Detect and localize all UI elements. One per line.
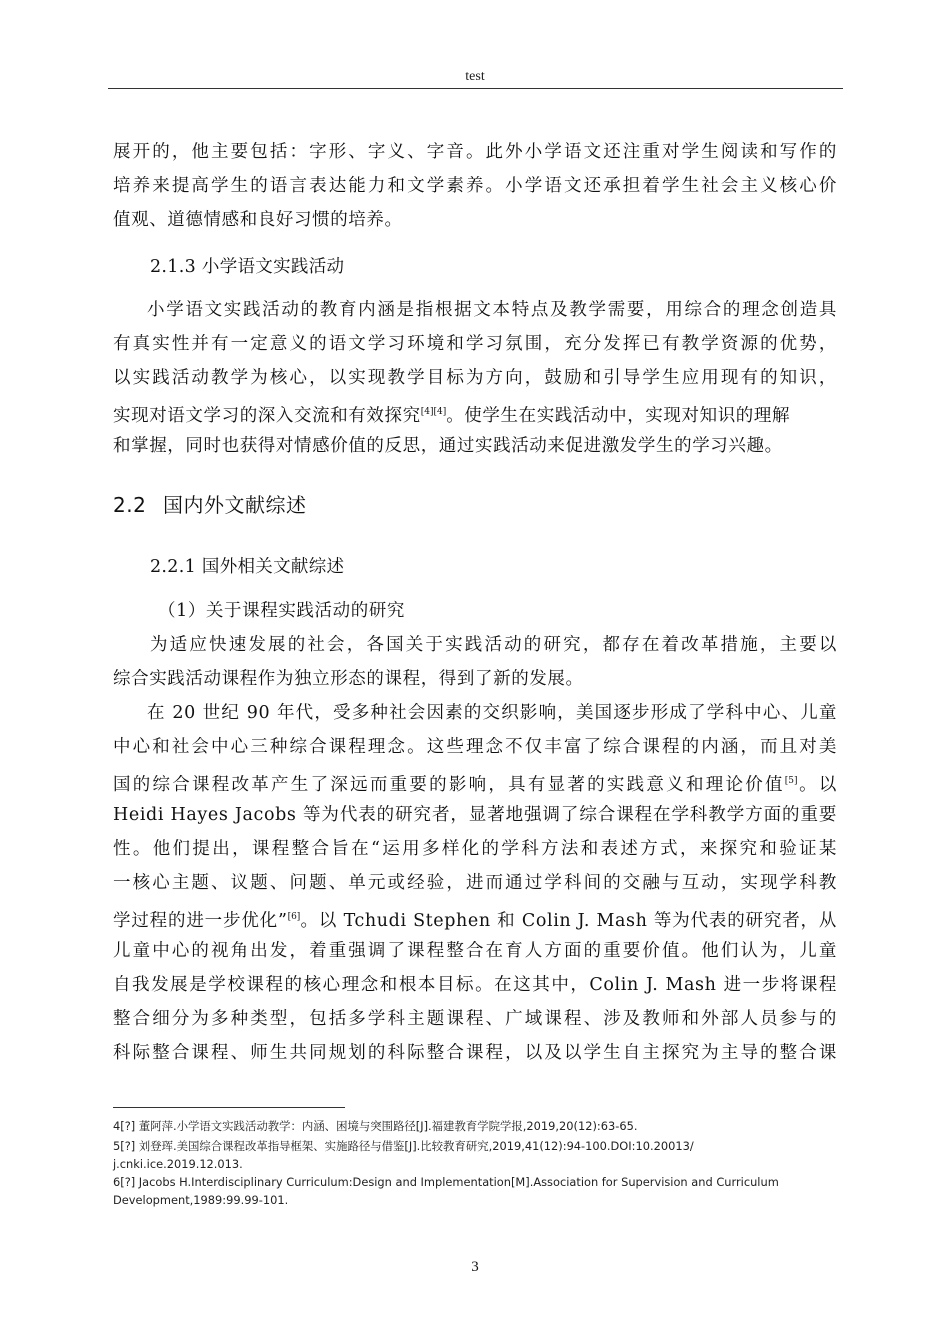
body-line: 科际整合课程、师生共同规划的科际整合课程，以及以学生自主探究为主导的整合课 [113,1043,837,1063]
footnote-item: Development,1989:99.99-101. [113,1193,289,1207]
body-text: 。使学生在实践活动中，实现对知识的理解 [446,406,791,426]
body-line: 在 20 世纪 90 年代，受多种社会因素的交织影响，美国逐步形成了学科中心、儿童 [147,703,837,723]
section-heading-2-2 [113,492,307,518]
body-line: 值观、道德情感和良好习惯的培养。 [113,210,403,230]
body-line: 小学语文实践活动的教育内涵是指根据文本特点及教学需要，用综合的理念创造具 [147,300,837,320]
citation-marker[interactable]: [6] [287,912,301,922]
section-number: 2.2 [113,493,147,517]
page-header-title: test [465,69,485,84]
body-line: 和掌握，同时也获得对情感价值的反思，通过实践活动来促进激发学生的学习兴趣。 [113,436,783,456]
subsection-heading-2-1-3: 2.1.3 小学语文实践活动 [150,257,345,277]
body-line: 一核心主题、议题、问题、单元或经验，进而通过学科间的交融与互动，实现学科教 [113,873,837,893]
body-line: 有真实性并有一定意义的语文学习环境和学习氛围，充分发挥已有教学资源的优势， [113,334,837,354]
header-rule [108,88,843,89]
body-line: 性。他们提出，课程整合旨在“运用多样化的学科方法和表述方式，来探究和验证某 [113,839,837,859]
footnote-item: j.cnki.ice.2019.12.013. [113,1157,243,1171]
body-text: 。以 [797,775,837,795]
body-text: 实现对语文学习的深入交流和有效探究 [113,406,421,426]
footnote-separator [113,1107,345,1108]
body-line: 培养来提高学生的语言表达能力和文学素养。小学语文还承担着学生社会主义核心价 [113,176,837,196]
body-line: 综合实践活动课程作为独立形态的课程，得到了新的发展。 [113,669,584,689]
footnote-item: 6[?] Jacobs H.Interdisciplinary Curriculum:Design and Implementation[M].Association for Supervision and Curriculum [113,1175,779,1189]
page-number: 3 [471,1259,479,1275]
body-line: 整合细分为多种类型，包括多学科主题课程、广域课程、涉及教师和外部人员参与的 [113,1009,837,1029]
body-line: 为适应快速发展的社会，各国关于实践活动的研究，都存在着改革措施，主要以 [150,635,837,655]
body-text: 国的综合课程改革产生了深远而重要的影响，具有显著的实践意义和理论价值 [113,775,785,795]
body-text: 学过程的进一步优化” [113,911,288,931]
footnote-item: 4[?] 董阿萍.小学语文实践活动教学：内涵、困境与突围路径[J].福建教育学院学报,2019,20(12):63-65. [113,1119,638,1133]
section-title: 国内外文献综述 [163,493,307,517]
citation-marker[interactable]: [4][4] [420,407,447,417]
body-line: 自我发展是学校课程的核心理念和根本目标。在这其中，Colin J. Mash 进一步将课程 [113,975,837,995]
footnote-item: 5[?] 刘登珲.美国综合课程改革指导框架、实施路径与借鉴[J].比较教育研究,2019,41(12):94-100.DOI:10.20013/ [113,1139,694,1153]
body-line [113,905,837,933]
body-line: 以实践活动教学为核心，以实现教学目标为方向，鼓励和引导学生应用现有的知识， [113,368,837,388]
body-line [113,769,837,797]
body-line: 中心和社会中心三种综合课程理念。这些理念不仅丰富了综合课程的内涵，而且对美 [113,737,837,757]
body-text: 。以 Tchudi Stephen 和 Colin J. Mash 等为代表的研究者，从 [300,911,837,931]
body-line [113,400,837,428]
body-line: Heidi Hayes Jacobs 等为代表的研究者，显著地强调了综合课程在学科教学方面的重要 [113,805,837,825]
citation-marker[interactable]: [5] [784,776,798,786]
subsection-heading-2-2-1: 2.2.1 国外相关文献综述 [150,557,345,577]
body-line: 展开的，他主要包括：字形、字义、字音。此外小学语文还注重对学生阅读和写作的 [113,142,837,162]
subsubsection-heading: （1）关于课程实践活动的研究 [158,601,406,621]
body-line: 儿童中心的视角出发，着重强调了课程整合在育人方面的重要价值。他们认为，儿童 [113,941,837,961]
